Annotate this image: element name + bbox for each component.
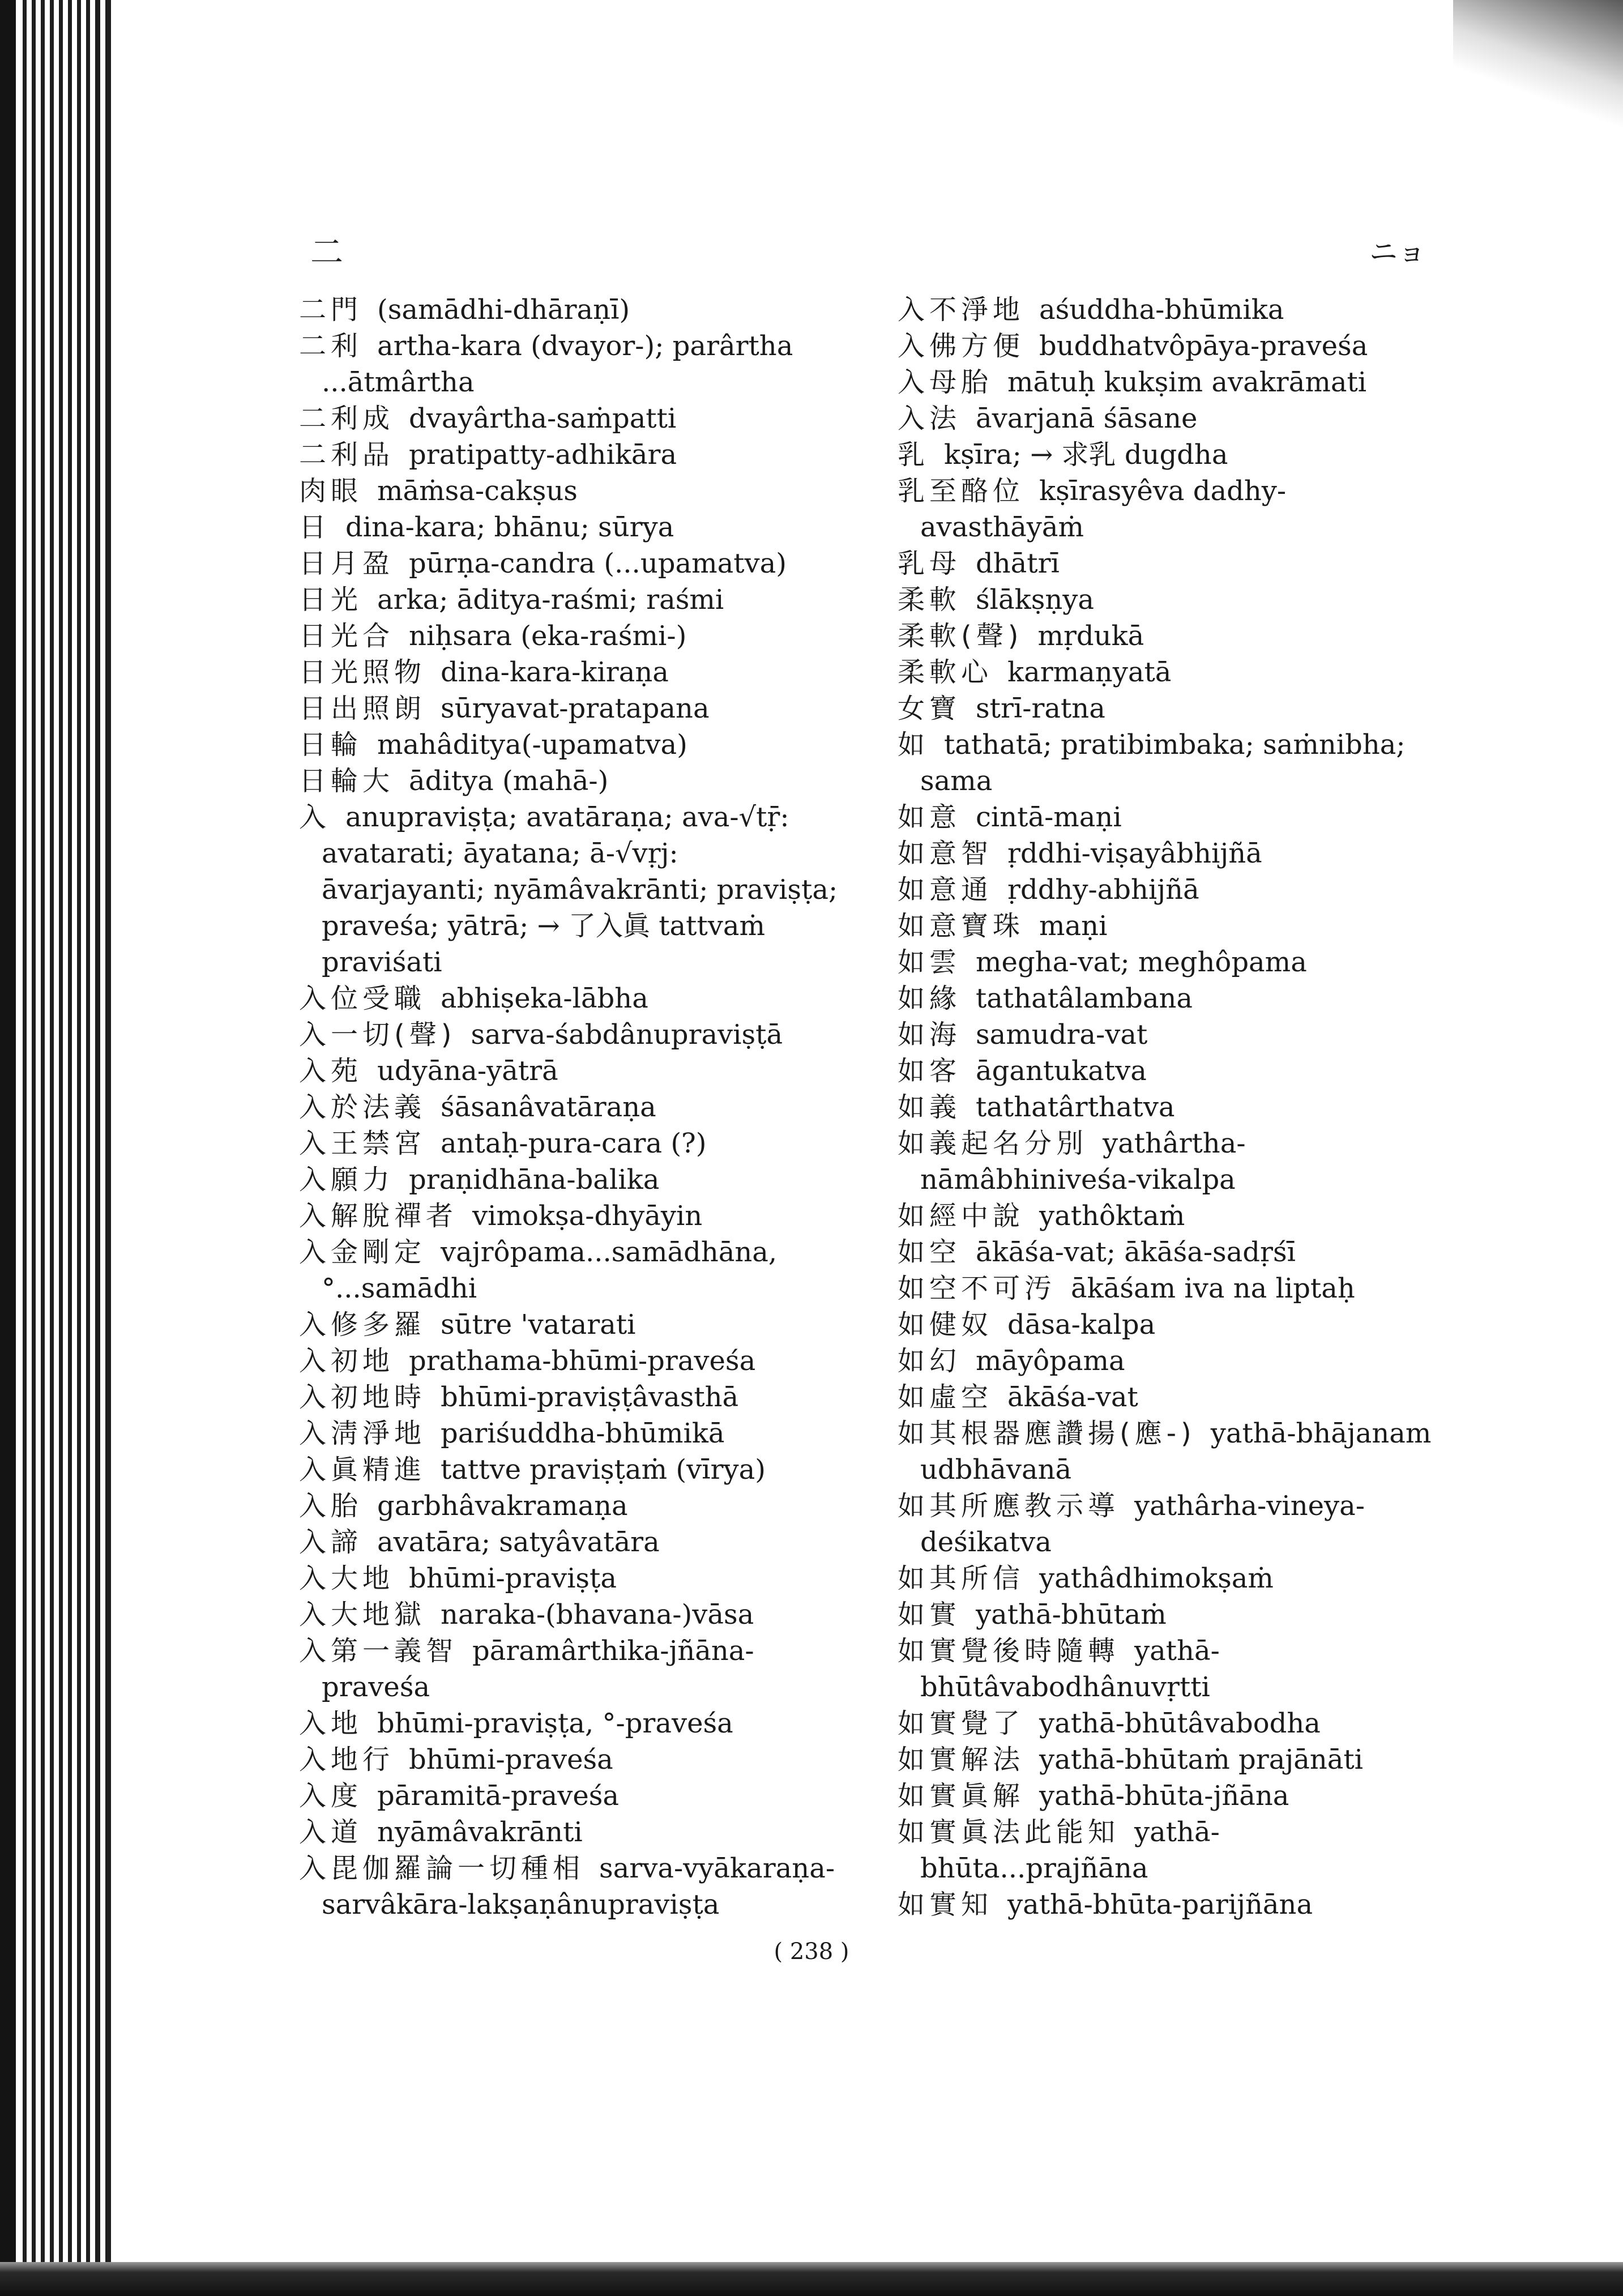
dictionary-entry: [299, 1850, 843, 1923]
entry-sanskrit: āditya (mahā-): [409, 765, 609, 797]
entry-sanskrit: āgantukatva: [976, 1055, 1147, 1087]
entry-sanskrit: tathatā; pratibimbaka; saṁnibha; sama: [920, 729, 1406, 797]
entry-sanskrit: yathârtha-nāmâbhiniveśa-vikalpa: [920, 1128, 1246, 1196]
dictionary-entry: [299, 1415, 843, 1452]
dictionary-entry: [898, 292, 1441, 328]
dictionary-entry: [299, 618, 843, 654]
entry-headword: 女寶: [898, 693, 962, 724]
entry-sanskrit: nyāmâvakrānti: [377, 1816, 583, 1848]
dictionary-entry: [898, 437, 1441, 473]
entry-headword: 肉眼: [299, 475, 363, 507]
entry-sanskrit: bhūmi-praveśa: [409, 1744, 613, 1776]
entry-sanskrit: sūryavat-pratapana: [441, 693, 710, 724]
entry-headword: 如其所信: [898, 1563, 1025, 1594]
entry-headword: 入初地時: [299, 1381, 426, 1413]
dictionary-entry: [898, 1379, 1441, 1415]
entry-headword: 日光照物: [299, 656, 426, 688]
entry-sanskrit: yathâdhimokṣaṁ: [1039, 1563, 1274, 1594]
entry-headword: 入於法義: [299, 1091, 426, 1123]
entry-headword: 二利: [299, 330, 363, 362]
entry-headword: 入眞精進: [299, 1454, 426, 1486]
entry-sanskrit: praṇidhāna-balika: [409, 1164, 660, 1196]
entry-sanskrit: niḥsara (eka-raśmi-): [409, 620, 687, 652]
entry-headword: 入位受職: [299, 983, 426, 1014]
entry-headword: 如實眞解: [898, 1780, 1025, 1812]
scan-bottom-edge: [0, 2262, 1623, 2296]
entry-sanskrit: pūrṇa-candra (...upamatva): [409, 548, 787, 579]
page-number: ( 238 ): [774, 1939, 849, 1965]
dictionary-entry: [898, 545, 1441, 582]
entry-headword: 入母胎: [898, 366, 993, 398]
entry-sanskrit: naraka-(bhavana-)vāsa: [441, 1599, 754, 1631]
entry-headword: 入地: [299, 1708, 363, 1739]
entry-sanskrit: ślākṣṇya: [976, 584, 1094, 616]
dictionary-entry: [299, 1560, 843, 1597]
entry-headword: 入一切(聲): [299, 1019, 456, 1051]
entry-headword: 入修多羅: [299, 1309, 426, 1341]
dictionary-entry: [898, 328, 1441, 364]
entry-headword: 入: [299, 801, 331, 833]
entry-sanskrit: sarva-śabdânupraviṣṭā: [471, 1019, 783, 1051]
entry-headword: 如實眞法此能知: [898, 1816, 1120, 1848]
dictionary-entry: [898, 1415, 1441, 1488]
entry-headword: 如其所應教示導: [898, 1490, 1120, 1522]
entry-headword: 入不淨地: [898, 294, 1025, 326]
entry-sanskrit: antaḥ-pura-cara (?): [441, 1128, 707, 1159]
dictionary-entry: [898, 1597, 1441, 1633]
entry-headword: 如實解法: [898, 1744, 1025, 1776]
entry-sanskrit: sūtre 'vatarati: [441, 1309, 636, 1341]
entry-headword: 如意寶珠: [898, 910, 1025, 942]
entry-headword: 入諦: [299, 1526, 363, 1558]
dictionary-entry: [898, 908, 1441, 944]
entry-sanskrit: dhātrī: [976, 548, 1060, 579]
entry-headword: 日: [299, 511, 331, 543]
dictionary-entry: [898, 654, 1441, 690]
dictionary-entry: [299, 799, 843, 980]
entry-sanskrit: āvarjanā śāsane: [976, 403, 1198, 434]
entry-sanskrit: bhūmi-praviṣṭâvasthā: [441, 1381, 739, 1413]
dictionary-entry: [299, 1814, 843, 1850]
dictionary-entry: [898, 1089, 1441, 1125]
entry-sanskrit: buddhatvôpāya-praveśa: [1039, 330, 1368, 362]
entry-headword: 如實覺後時隨轉: [898, 1635, 1120, 1667]
dictionary-entry: [898, 1560, 1441, 1597]
entry-headword: 入胎: [299, 1490, 363, 1522]
entry-sanskrit: maṇi: [1039, 910, 1108, 942]
entry-headword: 入王禁宮: [299, 1128, 426, 1159]
entry-sanskrit: kṣīrasyêva dadhy-avasthāyāṁ: [920, 475, 1287, 543]
dictionary-entry: [898, 1017, 1441, 1053]
entry-sanskrit: yathā-bhūtaṁ prajānāti: [1039, 1744, 1363, 1776]
dictionary-entry: [299, 437, 843, 473]
entry-headword: 二利成: [299, 403, 395, 434]
entry-headword: 如: [898, 729, 930, 761]
entry-headword: 入大地: [299, 1563, 395, 1594]
entry-headword: 如健奴: [898, 1309, 993, 1341]
dictionary-entry: [299, 1053, 843, 1089]
dictionary-entry: [898, 1705, 1441, 1742]
dictionary-entry: [299, 1125, 843, 1162]
entry-headword: 日輪大: [299, 765, 395, 797]
dictionary-entry: [299, 1488, 843, 1524]
dictionary-entry: [299, 1198, 843, 1234]
dictionary-entry: [299, 727, 843, 763]
dictionary-entry: [898, 690, 1441, 727]
entry-sanskrit: udyāna-yātrā: [377, 1055, 558, 1087]
entry-sanskrit: bhūmi-praviṣṭa: [409, 1563, 617, 1594]
dictionary-entry: [299, 1633, 843, 1705]
dictionary-entry: [898, 1270, 1441, 1307]
entry-sanskrit: bhūmi-praviṣṭa, °-praveśa: [377, 1708, 733, 1739]
entry-headword: 如意智: [898, 838, 993, 869]
dictionary-entry: [898, 400, 1441, 437]
dictionary-entry: [898, 872, 1441, 908]
entry-headword: 如幻: [898, 1345, 962, 1377]
entry-headword: 日光: [299, 584, 363, 616]
entry-sanskrit: cintā-maṇi: [976, 801, 1122, 833]
entry-headword: 如實覺了: [898, 1708, 1025, 1739]
entry-sanskrit: pāramitā-praveśa: [377, 1780, 619, 1812]
dictionary-entry: [898, 1488, 1441, 1560]
dictionary-entry: [898, 727, 1441, 799]
entry-sanskrit: strī-ratna: [976, 693, 1105, 724]
dictionary-entry: [299, 1234, 843, 1307]
entry-headword: 如客: [898, 1055, 962, 1087]
entry-sanskrit: garbhâvakramaṇa: [377, 1490, 628, 1522]
dictionary-entry: [299, 1017, 843, 1053]
dictionary-entry: [898, 835, 1441, 872]
entry-sanskrit: dina-kara; bhānu; sūrya: [345, 511, 674, 543]
dictionary-entry: [898, 1234, 1441, 1270]
entry-headword: 如空不可汚: [898, 1273, 1057, 1304]
entry-sanskrit: megha-vat; meghôpama: [976, 946, 1307, 978]
entry-headword: 柔軟心: [898, 656, 993, 688]
entry-sanskrit: anupraviṣṭa; avatāraṇa; ava-√tṝ: avatarati; āyatana; ā-√vṛj: āvarjayanti; nyāmâvakrānti; praviṣṭa; praveśa; yātrā; → 了入眞 tattvaṁ praviśati: [322, 801, 838, 978]
entry-headword: 如海: [898, 1019, 962, 1051]
entry-headword: 日輪: [299, 729, 363, 761]
entry-sanskrit: artha-kara (dvayor-); parârtha ...ātmârtha: [322, 330, 793, 398]
dictionary-entry: [299, 1524, 843, 1560]
entry-headword: 二利品: [299, 439, 395, 471]
dictionary-entry: [299, 1089, 843, 1125]
dictionary-entry: [898, 1198, 1441, 1234]
dictionary-entry: [299, 292, 843, 328]
entry-sanskrit: yathârha-vineya-deśikatva: [920, 1490, 1365, 1558]
entry-sanskrit: pratipatty-adhikāra: [409, 439, 677, 471]
entry-sanskrit: mṛdukā: [1037, 620, 1144, 652]
entry-headword: 如緣: [898, 983, 962, 1014]
dictionary-entry: [898, 1814, 1441, 1887]
entry-headword: 乳至酪位: [898, 475, 1025, 507]
entry-headword: 如經中說: [898, 1200, 1025, 1232]
entry-headword: 如其根器應讚揚(應-): [898, 1418, 1196, 1449]
entry-headword: 日出照朗: [299, 693, 426, 724]
entry-sanskrit: ākāśam iva na liptaḥ: [1071, 1273, 1355, 1304]
entry-headword: 如實: [898, 1599, 962, 1631]
dictionary-entry: [898, 1053, 1441, 1089]
dictionary-entry: [898, 1343, 1441, 1379]
dictionary-entry: [898, 1742, 1441, 1778]
dictionary-entry: [898, 582, 1441, 618]
dictionary-entry: [299, 980, 843, 1017]
entry-headword: 入金剛定: [299, 1236, 426, 1268]
entry-sanskrit: avatāra; satyâvatāra: [377, 1526, 660, 1558]
entry-headword: 入初地: [299, 1345, 395, 1377]
entry-sanskrit: yathā-bhūta-jñāna: [1039, 1780, 1289, 1812]
dictionary-entry: [898, 1887, 1441, 1923]
entry-sanskrit: pariśuddha-bhūmikā: [441, 1418, 725, 1449]
dictionary-entry: [299, 509, 843, 545]
entry-sanskrit: yathā-bhūta-parijñāna: [1007, 1889, 1313, 1921]
entry-headword: 入地行: [299, 1744, 395, 1776]
entry-sanskrit: yathôktaṁ: [1039, 1200, 1185, 1232]
entry-sanskrit: tathatâlambana: [976, 983, 1193, 1014]
entry-headword: 日光合: [299, 620, 395, 652]
dictionary-entry: [898, 1125, 1441, 1198]
entry-sanskrit: aśuddha-bhūmika: [1039, 294, 1284, 326]
dictionary-entry: [299, 1597, 843, 1633]
running-header-right: ニョ: [1369, 236, 1426, 268]
entry-sanskrit: yathā-bhūtaṁ: [976, 1599, 1167, 1631]
entry-sanskrit: dvayârtha-saṁpatti: [409, 403, 677, 434]
dictionary-entry: [299, 1162, 843, 1198]
entry-sanskrit: vajrôpama...samādhāna, °...samādhi: [322, 1236, 778, 1304]
entry-sanskrit: abhiṣeka-lābha: [441, 983, 648, 1014]
dictionary-entry: [299, 582, 843, 618]
entry-headword: 如實知: [898, 1889, 993, 1921]
entry-sanskrit: yathā-bhūtâvabodha: [1039, 1708, 1321, 1739]
entry-headword: 柔軟: [898, 584, 962, 616]
entry-headword: 入佛方便: [898, 330, 1025, 362]
left-column: [299, 292, 843, 1923]
entry-sanskrit: dāsa-kalpa: [1007, 1309, 1156, 1341]
entry-sanskrit: karmaṇyatā: [1007, 656, 1172, 688]
entry-sanskrit: samudra-vat: [976, 1019, 1148, 1051]
entry-headword: 如意: [898, 801, 962, 833]
entry-headword: 入度: [299, 1780, 363, 1812]
dictionary-entry: [299, 400, 843, 437]
entry-headword: 如義起名分別: [898, 1128, 1088, 1159]
entry-sanskrit: vimokṣa-dhyāyin: [472, 1200, 703, 1232]
dictionary-entry: [898, 364, 1441, 400]
entry-sanskrit: kṣīra; → 求乳 dugdha: [944, 439, 1228, 471]
entry-headword: 入毘伽羅論一切種相: [299, 1853, 585, 1884]
dictionary-entry: [299, 328, 843, 400]
entry-headword: 入苑: [299, 1055, 363, 1087]
entry-headword: 入法: [898, 403, 962, 434]
entry-headword: 乳母: [898, 548, 962, 579]
dictionary-entry: [299, 690, 843, 727]
right-column: [898, 292, 1441, 1923]
entry-sanskrit: mahâditya(-upamatva): [377, 729, 687, 761]
entry-headword: 乳: [898, 439, 930, 471]
entry-sanskrit: yathā-bhājanam udbhāvanā: [920, 1418, 1432, 1486]
dictionary-entry: [898, 1778, 1441, 1814]
entry-sanskrit: ṛddhy-abhijñā: [1007, 874, 1199, 906]
dictionary-entry: [299, 654, 843, 690]
dictionary-entry: [898, 1633, 1441, 1705]
entry-sanskrit: sarva-vyākaraṇa-sarvâkāra-lakṣaṇânupraviṣṭa: [322, 1853, 835, 1921]
dictionary-entry: [299, 1778, 843, 1814]
dictionary-entry: [299, 763, 843, 799]
entry-sanskrit: tattve praviṣṭaṁ (vīrya): [441, 1454, 766, 1486]
entry-sanskrit: māṁsa-cakṣus: [377, 475, 578, 507]
entry-headword: 入大地獄: [299, 1599, 426, 1631]
entry-sanskrit: ākāśa-vat; ākāśa-sadṛśī: [976, 1236, 1296, 1268]
entry-headword: 入解脫禪者: [299, 1200, 458, 1232]
curled-page-corner: [1453, 0, 1623, 136]
entry-sanskrit: mātuḥ kukṣim avakrāmati: [1007, 366, 1367, 398]
entry-sanskrit: (samādhi-dhāraṇī): [377, 294, 630, 326]
entry-sanskrit: yathā-bhūta...prajñāna: [920, 1816, 1220, 1884]
dictionary-entry: [299, 1452, 843, 1488]
entry-headword: 日月盈: [299, 548, 395, 579]
entry-headword: 二門: [299, 294, 363, 326]
entry-headword: 入淸淨地: [299, 1418, 426, 1449]
dictionary-entry: [898, 944, 1441, 980]
running-header-left: 二: [310, 233, 344, 271]
entry-headword: 入道: [299, 1816, 363, 1848]
dictionary-entry: [898, 799, 1441, 835]
entry-sanskrit: ṛddhi-viṣayâbhijñā: [1007, 838, 1262, 869]
entry-headword: 如虛空: [898, 1381, 993, 1413]
entry-headword: 如空: [898, 1236, 962, 1268]
entry-headword: 入第一義智: [299, 1635, 458, 1667]
dictionary-entry: [299, 1379, 843, 1415]
entry-headword: 入願力: [299, 1164, 395, 1196]
dictionary-entry: [299, 545, 843, 582]
dictionary-entry: [299, 1742, 843, 1778]
entry-sanskrit: śāsanâvatāraṇa: [441, 1091, 656, 1123]
entry-sanskrit: yathā-bhūtâvabodhânuvṛtti: [920, 1635, 1220, 1703]
entry-sanskrit: tathatârthatva: [976, 1091, 1175, 1123]
dictionary-entry: [898, 980, 1441, 1017]
entry-sanskrit: ākāśa-vat: [1007, 1381, 1138, 1413]
entry-sanskrit: dina-kara-kiraṇa: [441, 656, 669, 688]
entry-sanskrit: arka; āditya-raśmi; raśmi: [377, 584, 724, 616]
entry-sanskrit: prathama-bhūmi-praveśa: [409, 1345, 756, 1377]
dictionary-entry: [898, 618, 1441, 654]
entry-headword: 如義: [898, 1091, 962, 1123]
entry-headword: 如意通: [898, 874, 993, 906]
dictionary-entry: [898, 1307, 1441, 1343]
dictionary-entry: [299, 473, 843, 509]
dictionary-entry: [299, 1705, 843, 1742]
dictionary-entry: [299, 1343, 843, 1379]
entry-headword: 柔軟(聲): [898, 620, 1023, 652]
entry-sanskrit: māyôpama: [976, 1345, 1125, 1377]
dictionary-entry: [898, 473, 1441, 545]
dictionary-entry: [299, 1307, 843, 1343]
entry-headword: 如雲: [898, 946, 962, 978]
entry-sanskrit: pāramârthika-jñāna-praveśa: [322, 1635, 754, 1703]
